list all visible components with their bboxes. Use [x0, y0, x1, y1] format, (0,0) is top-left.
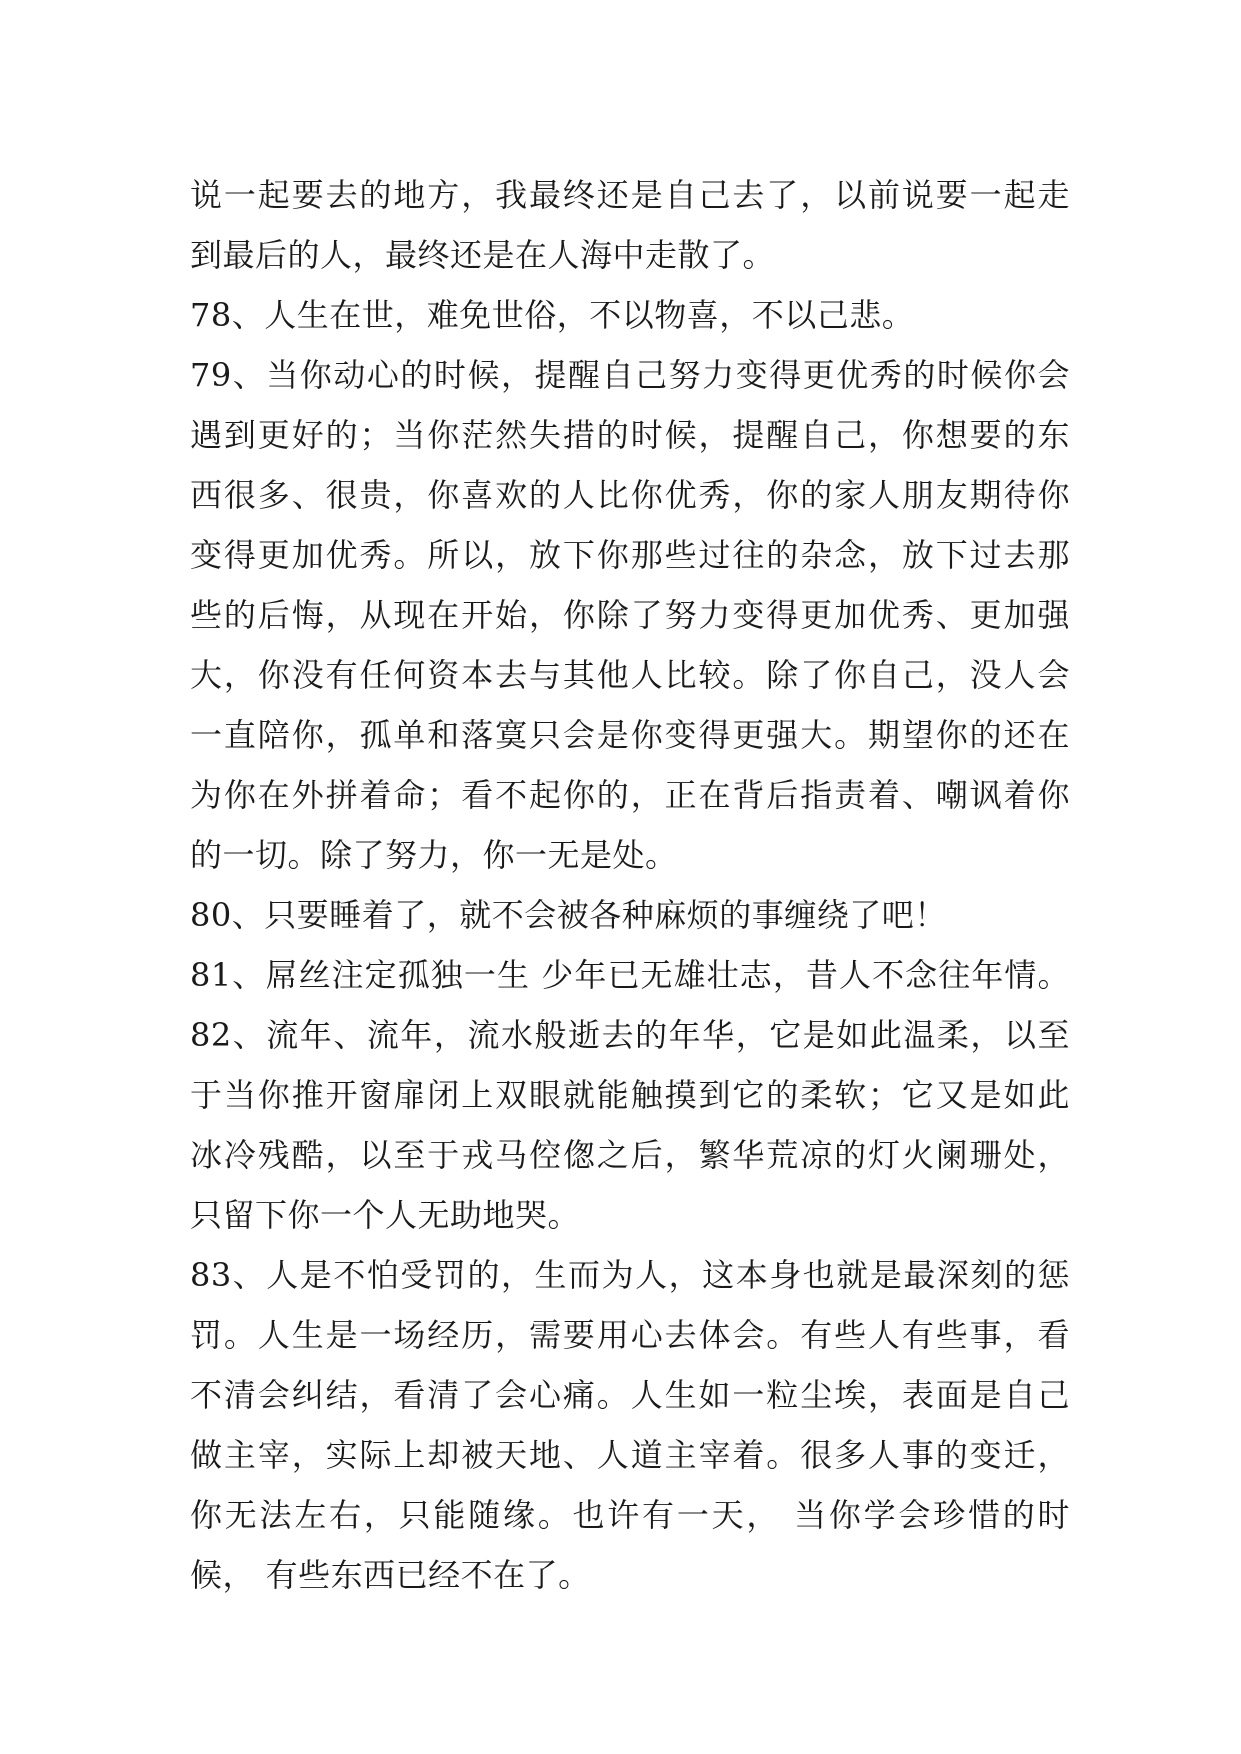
text-line: 为你在外拼着命；看不起你的，正在背后指责着、嘲讽着你	[190, 776, 1070, 814]
text-line: 说一起要去的地方，我最终还是自己去了，以前说要一起走	[190, 176, 1070, 214]
text-line: 做主宰，实际上却被天地、人道主宰着。很多人事的变迁，	[190, 1436, 1070, 1474]
text-line: 到最后的人，最终还是在人海中走散了。	[190, 236, 776, 274]
text-line: 不清会纠结，看清了会心痛。人生如一粒尘埃，表面是自己	[190, 1376, 1070, 1414]
text-line: 罚。人生是一场经历，需要用心去体会。有些人有些事，看	[190, 1316, 1070, 1354]
text-line: 西很多、很贵，你喜欢的人比你优秀，你的家人朋友期待你	[190, 476, 1070, 514]
item-83-line: 83、人是不怕受罚的，生而为人，这本身也就是最深刻的惩	[190, 1256, 1070, 1294]
item-78-line: 78、人生在世，难免世俗，不以物喜，不以己悲。	[190, 296, 915, 334]
item-80-line: 80、只要睡着了，就不会被各种麻烦的事缠绕了吧！	[190, 896, 947, 934]
text-line: 变得更加优秀。所以，放下你那些过往的杂念，放下过去那	[190, 536, 1070, 574]
item-82-line: 82、流年、流年，流水般逝去的年华，它是如此温柔，以至	[190, 1016, 1070, 1054]
text-line: 于当你推开窗扉闭上双眼就能触摸到它的柔软；它又是如此	[190, 1076, 1070, 1114]
item-79-line: 79、当你动心的时候，提醒自己努力变得更优秀的时候你会	[190, 356, 1070, 394]
text-line: 一直陪你，孤单和落寞只会是你变得更强大。期望你的还在	[190, 716, 1070, 754]
text-line: 大，你没有任何资本去与其他人比较。除了你自己，没人会	[190, 656, 1070, 694]
document-body	[190, 165, 1070, 1605]
text-line: 只留下你一个人无助地哭。	[190, 1196, 581, 1234]
text-line: 遇到更好的；当你茫然失措的时候，提醒自己，你想要的东	[190, 416, 1070, 454]
text-line: 冰冷残酷，以至于戎马倥偬之后，繁华荒凉的灯火阑珊处，	[190, 1136, 1070, 1174]
text-line: 你无法左右，只能随缘。也许有一天， 当你学会珍惜的时	[190, 1496, 1070, 1534]
text-line: 的一切。除了努力，你一无是处。	[190, 836, 678, 874]
item-81-line: 81、屌丝注定孤独一生 少年已无雄壮志，昔人不念往年情。	[190, 956, 1070, 994]
text-line: 些的后悔，从现在开始，你除了努力变得更加优秀、更加强	[190, 596, 1070, 634]
text-line: 候， 有些东西已经不在了。	[190, 1556, 591, 1594]
